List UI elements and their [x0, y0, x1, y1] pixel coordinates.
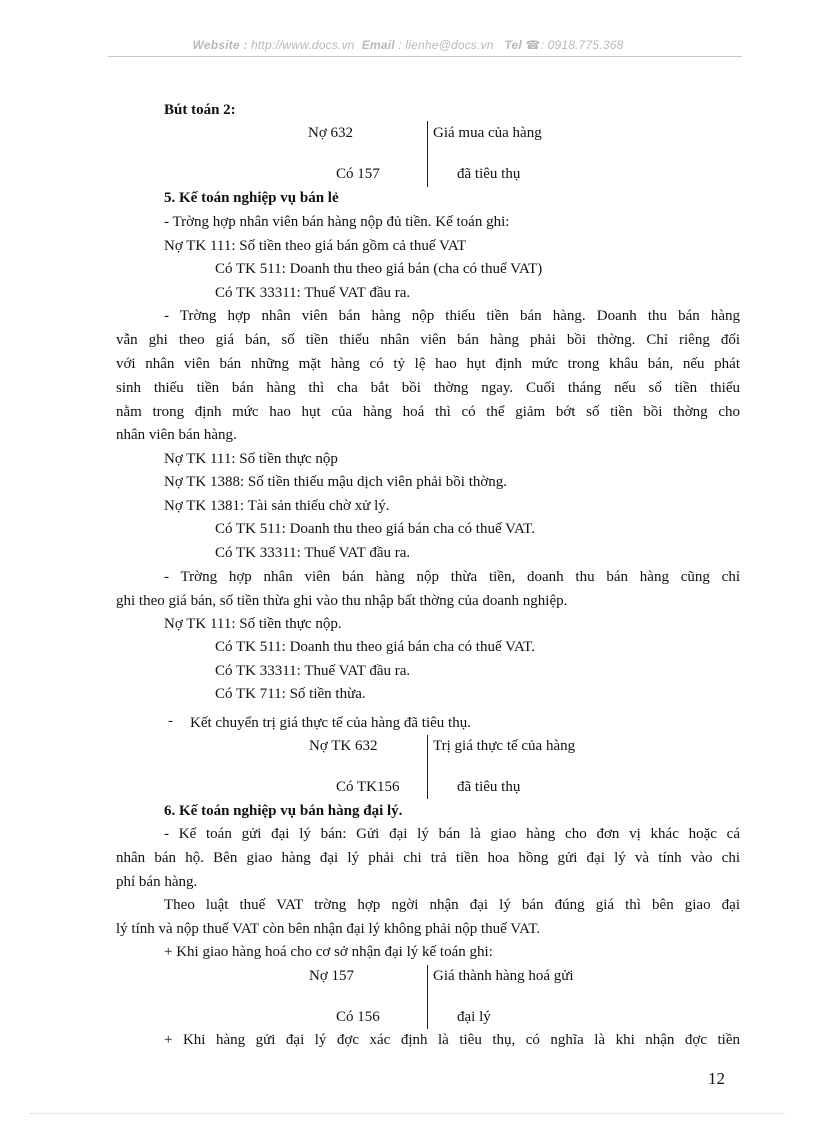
s6-agent-desc-2: đại lý — [457, 1009, 491, 1025]
s6-agent-debit: Nợ 157 — [309, 968, 355, 984]
s5-transfer-desc-1: Trị giá thực tế của hàng — [433, 738, 576, 754]
footer-divider — [30, 1113, 786, 1114]
s5-c1-line-1: Nợ TK 111: Số tiền theo giá bán gồm cả thuế VAT — [164, 238, 467, 254]
s5-transfer-dash: - — [168, 713, 173, 729]
s5-case-2-line-4: sinh thiếu tiền bán hàng thì cha bắt bồi thờng ngay. Cuối tháng nếu số tiền thiếu — [116, 380, 740, 396]
s6-p1-line-3: phí bán hàng. — [116, 874, 198, 890]
website-label: Website : — [192, 38, 248, 52]
s5-c3-line-2: Có TK 511: Doanh thu theo giá bán cha có thuế VAT. — [215, 639, 535, 655]
s5-case-3-line-1: - Trờng hợp nhân viên bán hàng nộp thừa tiền, doanh thu bán hàng cũng chỉ — [164, 569, 740, 585]
s6-p3: + Khi giao hàng hoá cho cơ sở nhận đại lý kế toán ghi: — [164, 944, 493, 960]
s5-c1-line-3: Có TK 33311: Thuế VAT đầu ra. — [215, 285, 411, 301]
entry-2-desc-1: Giá mua của hàng — [433, 125, 542, 141]
phone-icon: ☎ — [525, 38, 541, 52]
s5-transfer-divider — [427, 735, 428, 799]
s5-case-2-line-6: nhân viên bán hàng. — [116, 427, 237, 443]
s6-p1-line-2: nhân bán hộ. Bên giao hàng đại lý phải chi trả tiền hoa hồng gửi đại lý và tính vào chi — [116, 850, 740, 866]
s5-transfer-text: Kết chuyển trị giá thực tế của hàng đã tiêu thụ. — [190, 715, 471, 731]
email-label: Email — [361, 38, 395, 52]
s5-case-2-line-1: - Trờng hợp nhân viên bán hàng nộp thiếu tiền bán hàng. Doanh thu bán hàng — [164, 308, 740, 324]
s5-c1-line-2: Có TK 511: Doanh thu theo giá bán (cha có thuế VAT) — [215, 261, 543, 277]
page-header — [0, 38, 816, 52]
entry-2-debit: Nợ 632 — [308, 125, 354, 141]
entry-2-divider — [427, 121, 428, 187]
s5-c3-line-1: Nợ TK 111: Số tiền thực nộp. — [164, 616, 342, 632]
s5-case-2-line-5: nằm trong định mức hao hụt của hàng hoá thì có thể giảm bớt số tiền bồi thờng cho — [116, 404, 740, 420]
s5-c3-line-3: Có TK 33311: Thuế VAT đầu ra. — [215, 663, 411, 679]
section-6-heading: 6. Kế toán nghiệp vụ bán hàng đại lý. — [164, 803, 403, 819]
s6-p1-line-1: - Kế toán gửi đại lý bán: Gửi đại lý bán là giao hàng cho đơn vị khác hoặc cá — [164, 826, 740, 842]
s5-c2-line-2: Nợ TK 1388: Số tiền thiếu mậu dịch viên phải bồi thờng. — [164, 474, 508, 490]
s6-agent-desc-1: Giá thành hàng hoá gửi — [433, 968, 574, 984]
s5-c3-line-4: Có TK 711: Số tiền thừa. — [215, 686, 366, 702]
s5-c2-line-4: Có TK 511: Doanh thu theo giá bán cha có thuế VAT. — [215, 521, 535, 537]
s6-agent-credit: Có 156 — [336, 1009, 380, 1025]
s6-agent-divider — [427, 965, 428, 1029]
s6-p2-line-2: lý tính và nộp thuế VAT còn bên nhận đại lý không phải nộp thuế VAT. — [116, 921, 541, 937]
s5-c2-line-3: Nợ TK 1381: Tài sản thiếu chờ xử lý. — [164, 498, 390, 514]
website-url: http://www.docs.vn — [251, 38, 355, 52]
s6-p4: + Khi hàng gửi đại lý đợc xác định là tiêu thụ, có nghĩa là khi nhận đợc tiền — [164, 1032, 740, 1048]
s5-transfer-debit: Nợ TK 632 — [309, 738, 378, 754]
tel-value: : 0918.775.368 — [540, 38, 624, 52]
header-divider — [108, 56, 742, 57]
s5-case-2-line-3: với nhân viên bán những mặt hàng có tỷ lệ hao hụt định mức trong khâu bán, nếu phát — [116, 356, 740, 372]
s5-transfer-desc-2: đã tiêu thụ — [457, 779, 521, 795]
tel-label: Tel — [504, 38, 522, 52]
s5-case-2-line-2: vẫn ghi theo giá bán, số tiền thiếu nhân viên bán hàng phải bồi thờng. Chỉ riêng đối — [116, 332, 740, 348]
s5-case-1: - Trờng hợp nhân viên bán hàng nộp đủ tiền. Kế toán ghi: — [164, 214, 510, 230]
s5-transfer-credit: Có TK156 — [336, 779, 400, 795]
entry-2-title: Bút toán 2: — [164, 102, 236, 118]
s5-case-3-line-2: ghi theo giá bán, số tiền thừa ghi vào thu nhập bất thờng của doanh nghiệp. — [116, 593, 568, 609]
section-5-heading: 5. Kế toán nghiệp vụ bán lẻ — [164, 190, 339, 206]
entry-2-desc-2: đã tiêu thụ — [457, 166, 521, 182]
entry-2-credit: Có 157 — [336, 166, 380, 182]
s5-c2-line-5: Có TK 33311: Thuế VAT đầu ra. — [215, 545, 411, 561]
s6-p2-line-1: Theo luật thuế VAT trờng hợp ngời nhận đại lý bán đúng giá thì bên giao đại — [164, 897, 740, 913]
email-value: : lienhe@docs.vn — [398, 38, 494, 52]
s5-c2-line-1: Nợ TK 111: Số tiền thực nộp — [164, 451, 338, 467]
page-number: 12 — [708, 1069, 725, 1088]
